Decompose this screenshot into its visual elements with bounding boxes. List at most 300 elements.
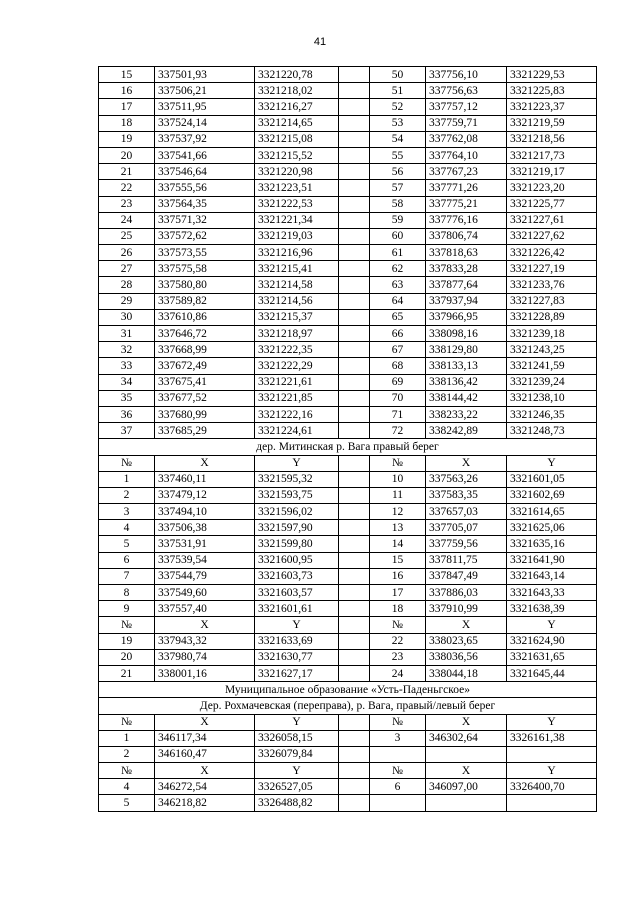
point-number-cell: 51 [370, 83, 426, 99]
x-coordinate-cell: 337564,35 [155, 196, 255, 212]
x-coordinate-cell: 338133,13 [426, 358, 507, 374]
y-coordinate-cell: 3321217,73 [507, 147, 597, 163]
point-number-cell: 55 [370, 147, 426, 163]
spacer-cell [339, 730, 370, 746]
spacer-cell [339, 487, 370, 503]
point-number-cell: 11 [370, 487, 426, 503]
x-coordinate-cell: 337680,99 [155, 406, 255, 422]
table-row [99, 585, 597, 601]
y-coordinate-cell: 3326488,82 [255, 795, 339, 811]
spacer-cell [339, 763, 370, 779]
x-coordinate-cell: 337563,26 [426, 471, 507, 487]
x-coordinate-cell: 337705,07 [426, 520, 507, 536]
point-number-cell: 36 [99, 406, 155, 422]
point-number-cell: 31 [99, 326, 155, 342]
header-number: № [370, 763, 426, 779]
municipality-title: Муниципальное образование «Усть-Паденьгское» [99, 682, 597, 698]
point-number-cell: 16 [370, 568, 426, 584]
column-header-row [99, 455, 597, 471]
table-row [99, 309, 597, 325]
y-coordinate-cell: 3321625,06 [507, 520, 597, 536]
spacer-cell [339, 374, 370, 390]
y-coordinate-cell: 3326527,05 [255, 779, 339, 795]
y-coordinate-cell: 3321601,61 [255, 601, 339, 617]
y-coordinate-cell: 3326161,38 [507, 730, 597, 746]
table-row [99, 795, 597, 811]
point-number-cell: 64 [370, 293, 426, 309]
header-y: Y [255, 455, 339, 471]
spacer-cell [339, 649, 370, 665]
y-coordinate-cell: 3321218,56 [507, 131, 597, 147]
point-number-cell: 7 [99, 568, 155, 584]
header-x: X [155, 455, 255, 471]
point-number-cell: 19 [99, 633, 155, 649]
x-coordinate-cell: 337537,92 [155, 131, 255, 147]
table-row [99, 293, 597, 309]
x-coordinate-cell: 338036,56 [426, 649, 507, 665]
section-row [99, 682, 597, 698]
x-coordinate-cell: 337610,86 [155, 309, 255, 325]
point-number-cell: 27 [99, 261, 155, 277]
x-coordinate-cell: 337555,56 [155, 180, 255, 196]
header-number: № [99, 617, 155, 633]
point-number-cell: 17 [370, 585, 426, 601]
point-number-cell: 1 [99, 730, 155, 746]
x-coordinate-cell: 337877,64 [426, 277, 507, 293]
x-coordinate-cell [426, 795, 507, 811]
point-number-cell: 69 [370, 374, 426, 390]
column-header-row [99, 763, 597, 779]
header-x: X [426, 763, 507, 779]
y-coordinate-cell: 3321220,98 [255, 164, 339, 180]
x-coordinate-cell: 337646,72 [155, 326, 255, 342]
point-number-cell: 5 [99, 795, 155, 811]
spacer-cell [339, 585, 370, 601]
point-number-cell: 25 [99, 228, 155, 244]
point-number-cell: 50 [370, 67, 426, 83]
point-number-cell: 63 [370, 277, 426, 293]
y-coordinate-cell: 3321221,61 [255, 374, 339, 390]
point-number-cell: 23 [370, 649, 426, 665]
point-number-cell: 6 [99, 552, 155, 568]
point-number-cell: 57 [370, 180, 426, 196]
y-coordinate-cell: 3321599,80 [255, 536, 339, 552]
header-y: Y [255, 714, 339, 730]
x-coordinate-cell: 337580,80 [155, 277, 255, 293]
x-coordinate-cell: 337479,12 [155, 487, 255, 503]
spacer-cell [339, 164, 370, 180]
table-row [99, 99, 597, 115]
spacer-cell [339, 245, 370, 261]
spacer-cell [339, 342, 370, 358]
x-coordinate-cell: 337943,32 [155, 633, 255, 649]
header-number: № [370, 455, 426, 471]
header-y: Y [507, 714, 597, 730]
y-coordinate-cell: 3321643,33 [507, 585, 597, 601]
y-coordinate-cell: 3321239,18 [507, 326, 597, 342]
spacer-cell [339, 779, 370, 795]
point-number-cell: 14 [370, 536, 426, 552]
y-coordinate-cell: 3321215,08 [255, 131, 339, 147]
x-coordinate-cell: 338098,16 [426, 326, 507, 342]
point-number-cell: 18 [99, 115, 155, 131]
x-coordinate-cell: 337544,79 [155, 568, 255, 584]
point-number-cell: 53 [370, 115, 426, 131]
y-coordinate-cell [507, 746, 597, 762]
section-row [99, 439, 597, 455]
x-coordinate-cell [426, 746, 507, 762]
table-row [99, 277, 597, 293]
table-row [99, 536, 597, 552]
x-coordinate-cell: 337657,03 [426, 504, 507, 520]
x-coordinate-cell: 337685,29 [155, 423, 255, 439]
point-number-cell: 23 [99, 196, 155, 212]
point-number-cell: 16 [99, 83, 155, 99]
y-coordinate-cell: 3321219,03 [255, 228, 339, 244]
x-coordinate-cell: 337833,28 [426, 261, 507, 277]
y-coordinate-cell: 3321222,35 [255, 342, 339, 358]
point-number-cell: 6 [370, 779, 426, 795]
header-x: X [155, 617, 255, 633]
point-number-cell: 8 [99, 585, 155, 601]
x-coordinate-cell: 337886,03 [426, 585, 507, 601]
point-number-cell: 4 [99, 779, 155, 795]
point-number-cell: 1 [99, 471, 155, 487]
header-number: № [370, 714, 426, 730]
x-coordinate-cell: 337506,38 [155, 520, 255, 536]
table-row [99, 83, 597, 99]
spacer-cell [339, 471, 370, 487]
x-coordinate-cell: 337539,54 [155, 552, 255, 568]
column-header-row [99, 617, 597, 633]
y-coordinate-cell: 3321222,16 [255, 406, 339, 422]
y-coordinate-cell: 3321603,73 [255, 568, 339, 584]
header-number: № [99, 714, 155, 730]
y-coordinate-cell: 3321596,02 [255, 504, 339, 520]
x-coordinate-cell: 338023,65 [426, 633, 507, 649]
spacer-cell [339, 520, 370, 536]
x-coordinate-cell: 338001,16 [155, 665, 255, 681]
y-coordinate-cell: 3321597,90 [255, 520, 339, 536]
spacer-cell [339, 746, 370, 762]
spacer-cell [339, 115, 370, 131]
y-coordinate-cell: 3321633,69 [255, 633, 339, 649]
point-number-cell: 21 [99, 164, 155, 180]
y-coordinate-cell: 3321227,62 [507, 228, 597, 244]
y-coordinate-cell: 3321645,44 [507, 665, 597, 681]
table-row [99, 164, 597, 180]
point-number-cell: 18 [370, 601, 426, 617]
spacer-cell [339, 83, 370, 99]
header-x: X [426, 714, 507, 730]
point-number-cell: 30 [99, 309, 155, 325]
x-coordinate-cell: 337541,66 [155, 147, 255, 163]
y-coordinate-cell: 3321602,69 [507, 487, 597, 503]
y-coordinate-cell: 3321595,32 [255, 471, 339, 487]
table-row [99, 228, 597, 244]
table-row [99, 326, 597, 342]
table-row [99, 471, 597, 487]
x-coordinate-cell: 337524,14 [155, 115, 255, 131]
y-coordinate-cell: 3321223,20 [507, 180, 597, 196]
y-coordinate-cell: 3321601,05 [507, 471, 597, 487]
x-coordinate-cell: 338136,42 [426, 374, 507, 390]
spacer-cell [339, 147, 370, 163]
column-header-row [99, 714, 597, 730]
y-coordinate-cell: 3321218,97 [255, 326, 339, 342]
table-row [99, 374, 597, 390]
spacer-cell [339, 795, 370, 811]
spacer-cell [339, 504, 370, 520]
table-row [99, 67, 597, 83]
y-coordinate-cell: 3321239,24 [507, 374, 597, 390]
x-coordinate-cell: 337668,99 [155, 342, 255, 358]
x-coordinate-cell: 337756,63 [426, 83, 507, 99]
spacer-cell [339, 455, 370, 471]
y-coordinate-cell: 3321233,76 [507, 277, 597, 293]
x-coordinate-cell: 337501,93 [155, 67, 255, 83]
x-coordinate-cell: 337675,41 [155, 374, 255, 390]
x-coordinate-cell: 346218,82 [155, 795, 255, 811]
spacer-cell [339, 277, 370, 293]
x-coordinate-cell: 337937,94 [426, 293, 507, 309]
table-row [99, 504, 597, 520]
point-number-cell: 62 [370, 261, 426, 277]
y-coordinate-cell: 3321624,90 [507, 633, 597, 649]
y-coordinate-cell: 3321593,75 [255, 487, 339, 503]
x-coordinate-cell: 337771,26 [426, 180, 507, 196]
y-coordinate-cell: 3321218,02 [255, 83, 339, 99]
x-coordinate-cell: 337759,56 [426, 536, 507, 552]
table-row [99, 406, 597, 422]
header-x: X [426, 455, 507, 471]
y-coordinate-cell: 3321223,51 [255, 180, 339, 196]
y-coordinate-cell: 3321221,85 [255, 390, 339, 406]
point-number-cell: 3 [99, 504, 155, 520]
point-number-cell: 2 [99, 746, 155, 762]
y-coordinate-cell: 3321215,37 [255, 309, 339, 325]
point-number-cell: 20 [99, 649, 155, 665]
y-coordinate-cell: 3321225,83 [507, 83, 597, 99]
y-coordinate-cell: 3321219,17 [507, 164, 597, 180]
y-coordinate-cell: 3321600,95 [255, 552, 339, 568]
y-coordinate-cell: 3321614,65 [507, 504, 597, 520]
y-coordinate-cell: 3321227,83 [507, 293, 597, 309]
spacer-cell [339, 99, 370, 115]
x-coordinate-cell: 337511,95 [155, 99, 255, 115]
table-row [99, 665, 597, 681]
x-coordinate-cell: 337677,52 [155, 390, 255, 406]
point-number-cell: 32 [99, 342, 155, 358]
x-coordinate-cell: 337811,75 [426, 552, 507, 568]
y-coordinate-cell: 3321630,77 [255, 649, 339, 665]
y-coordinate-cell: 3321638,39 [507, 601, 597, 617]
point-number-cell: 24 [99, 212, 155, 228]
x-coordinate-cell: 337806,74 [426, 228, 507, 244]
point-number-cell: 15 [370, 552, 426, 568]
y-coordinate-cell: 3321221,34 [255, 212, 339, 228]
point-number-cell [370, 746, 426, 762]
spacer-cell [339, 293, 370, 309]
table-row [99, 245, 597, 261]
y-coordinate-cell: 3321220,78 [255, 67, 339, 83]
point-number-cell: 72 [370, 423, 426, 439]
x-coordinate-cell: 337847,49 [426, 568, 507, 584]
x-coordinate-cell: 346302,64 [426, 730, 507, 746]
header-number: № [370, 617, 426, 633]
x-coordinate-cell: 337767,23 [426, 164, 507, 180]
header-x: X [426, 617, 507, 633]
y-coordinate-cell: 3321241,59 [507, 358, 597, 374]
y-coordinate-cell: 3321227,61 [507, 212, 597, 228]
point-number-cell: 54 [370, 131, 426, 147]
table-row [99, 261, 597, 277]
point-number-cell: 26 [99, 245, 155, 261]
x-coordinate-cell: 346160,47 [155, 746, 255, 762]
point-number-cell: 66 [370, 326, 426, 342]
point-number-cell: 5 [99, 536, 155, 552]
table-row [99, 147, 597, 163]
x-coordinate-cell: 337546,64 [155, 164, 255, 180]
x-coordinate-cell: 337549,60 [155, 585, 255, 601]
point-number-cell: 71 [370, 406, 426, 422]
x-coordinate-cell: 337759,71 [426, 115, 507, 131]
y-coordinate-cell: 3321216,27 [255, 99, 339, 115]
table-row [99, 180, 597, 196]
y-coordinate-cell: 3321214,58 [255, 277, 339, 293]
spacer-cell [339, 228, 370, 244]
y-coordinate-cell: 3321641,90 [507, 552, 597, 568]
x-coordinate-cell: 346117,34 [155, 730, 255, 746]
x-coordinate-cell: 337531,91 [155, 536, 255, 552]
x-coordinate-cell: 337460,11 [155, 471, 255, 487]
point-number-cell: 17 [99, 99, 155, 115]
y-coordinate-cell: 3321222,53 [255, 196, 339, 212]
x-coordinate-cell: 338129,80 [426, 342, 507, 358]
point-number-cell [370, 795, 426, 811]
point-number-cell: 24 [370, 665, 426, 681]
spacer-cell [339, 261, 370, 277]
x-coordinate-cell: 337910,99 [426, 601, 507, 617]
x-coordinate-cell: 337757,12 [426, 99, 507, 115]
point-number-cell: 13 [370, 520, 426, 536]
spacer-cell [339, 568, 370, 584]
spacer-cell [339, 406, 370, 422]
spacer-cell [339, 714, 370, 730]
table-row [99, 779, 597, 795]
y-coordinate-cell: 3321215,41 [255, 261, 339, 277]
point-number-cell: 33 [99, 358, 155, 374]
point-number-cell: 22 [370, 633, 426, 649]
x-coordinate-cell: 337572,62 [155, 228, 255, 244]
point-number-cell: 15 [99, 67, 155, 83]
y-coordinate-cell: 3321226,42 [507, 245, 597, 261]
table-row [99, 358, 597, 374]
x-coordinate-cell: 337672,49 [155, 358, 255, 374]
point-number-cell: 67 [370, 342, 426, 358]
point-number-cell: 9 [99, 601, 155, 617]
point-number-cell: 20 [99, 147, 155, 163]
x-coordinate-cell: 337583,35 [426, 487, 507, 503]
x-coordinate-cell: 337980,74 [155, 649, 255, 665]
table-row [99, 601, 597, 617]
spacer-cell [339, 326, 370, 342]
table-row [99, 390, 597, 406]
x-coordinate-cell: 337966,95 [426, 309, 507, 325]
spacer-cell [339, 67, 370, 83]
x-coordinate-cell: 337573,55 [155, 245, 255, 261]
point-number-cell: 68 [370, 358, 426, 374]
y-coordinate-cell: 3321643,14 [507, 568, 597, 584]
point-number-cell: 3 [370, 730, 426, 746]
table-row [99, 552, 597, 568]
point-number-cell: 4 [99, 520, 155, 536]
point-number-cell: 12 [370, 504, 426, 520]
x-coordinate-cell: 337557,40 [155, 601, 255, 617]
x-coordinate-cell: 337776,16 [426, 212, 507, 228]
section-title: Дер. Рохмачевская (переправа), р. Вага, правый/левый берег [99, 698, 597, 714]
y-coordinate-cell: 3321228,89 [507, 309, 597, 325]
y-coordinate-cell: 3321225,77 [507, 196, 597, 212]
y-coordinate-cell: 3321214,65 [255, 115, 339, 131]
y-coordinate-cell: 3321631,65 [507, 649, 597, 665]
spacer-cell [339, 665, 370, 681]
spacer-cell [339, 212, 370, 228]
x-coordinate-cell: 337506,21 [155, 83, 255, 99]
header-x: X [155, 763, 255, 779]
point-number-cell: 19 [99, 131, 155, 147]
y-coordinate-cell: 3321222,29 [255, 358, 339, 374]
point-number-cell: 58 [370, 196, 426, 212]
spacer-cell [339, 633, 370, 649]
spacer-cell [339, 536, 370, 552]
x-coordinate-cell: 346272,54 [155, 779, 255, 795]
spacer-cell [339, 390, 370, 406]
spacer-cell [339, 358, 370, 374]
y-coordinate-cell: 3321227,19 [507, 261, 597, 277]
point-number-cell: 60 [370, 228, 426, 244]
point-number-cell: 59 [370, 212, 426, 228]
y-coordinate-cell: 3326400,70 [507, 779, 597, 795]
point-number-cell: 2 [99, 487, 155, 503]
table-row [99, 423, 597, 439]
point-number-cell: 21 [99, 665, 155, 681]
point-number-cell: 10 [370, 471, 426, 487]
spacer-cell [339, 552, 370, 568]
spacer-cell [339, 180, 370, 196]
point-number-cell: 37 [99, 423, 155, 439]
page-number: 41 [313, 36, 327, 48]
point-number-cell: 65 [370, 309, 426, 325]
y-coordinate-cell: 3326079,84 [255, 746, 339, 762]
x-coordinate-cell: 337818,63 [426, 245, 507, 261]
y-coordinate-cell: 3321229,53 [507, 67, 597, 83]
x-coordinate-cell: 337764,10 [426, 147, 507, 163]
table-row [99, 131, 597, 147]
table-row [99, 649, 597, 665]
spacer-cell [339, 196, 370, 212]
header-y: Y [507, 455, 597, 471]
x-coordinate-cell: 337756,10 [426, 67, 507, 83]
section-row [99, 698, 597, 714]
point-number-cell: 52 [370, 99, 426, 115]
header-x: X [155, 714, 255, 730]
header-y: Y [255, 617, 339, 633]
spacer-cell [339, 131, 370, 147]
x-coordinate-cell: 337762,08 [426, 131, 507, 147]
header-y: Y [507, 617, 597, 633]
y-coordinate-cell: 3321215,52 [255, 147, 339, 163]
